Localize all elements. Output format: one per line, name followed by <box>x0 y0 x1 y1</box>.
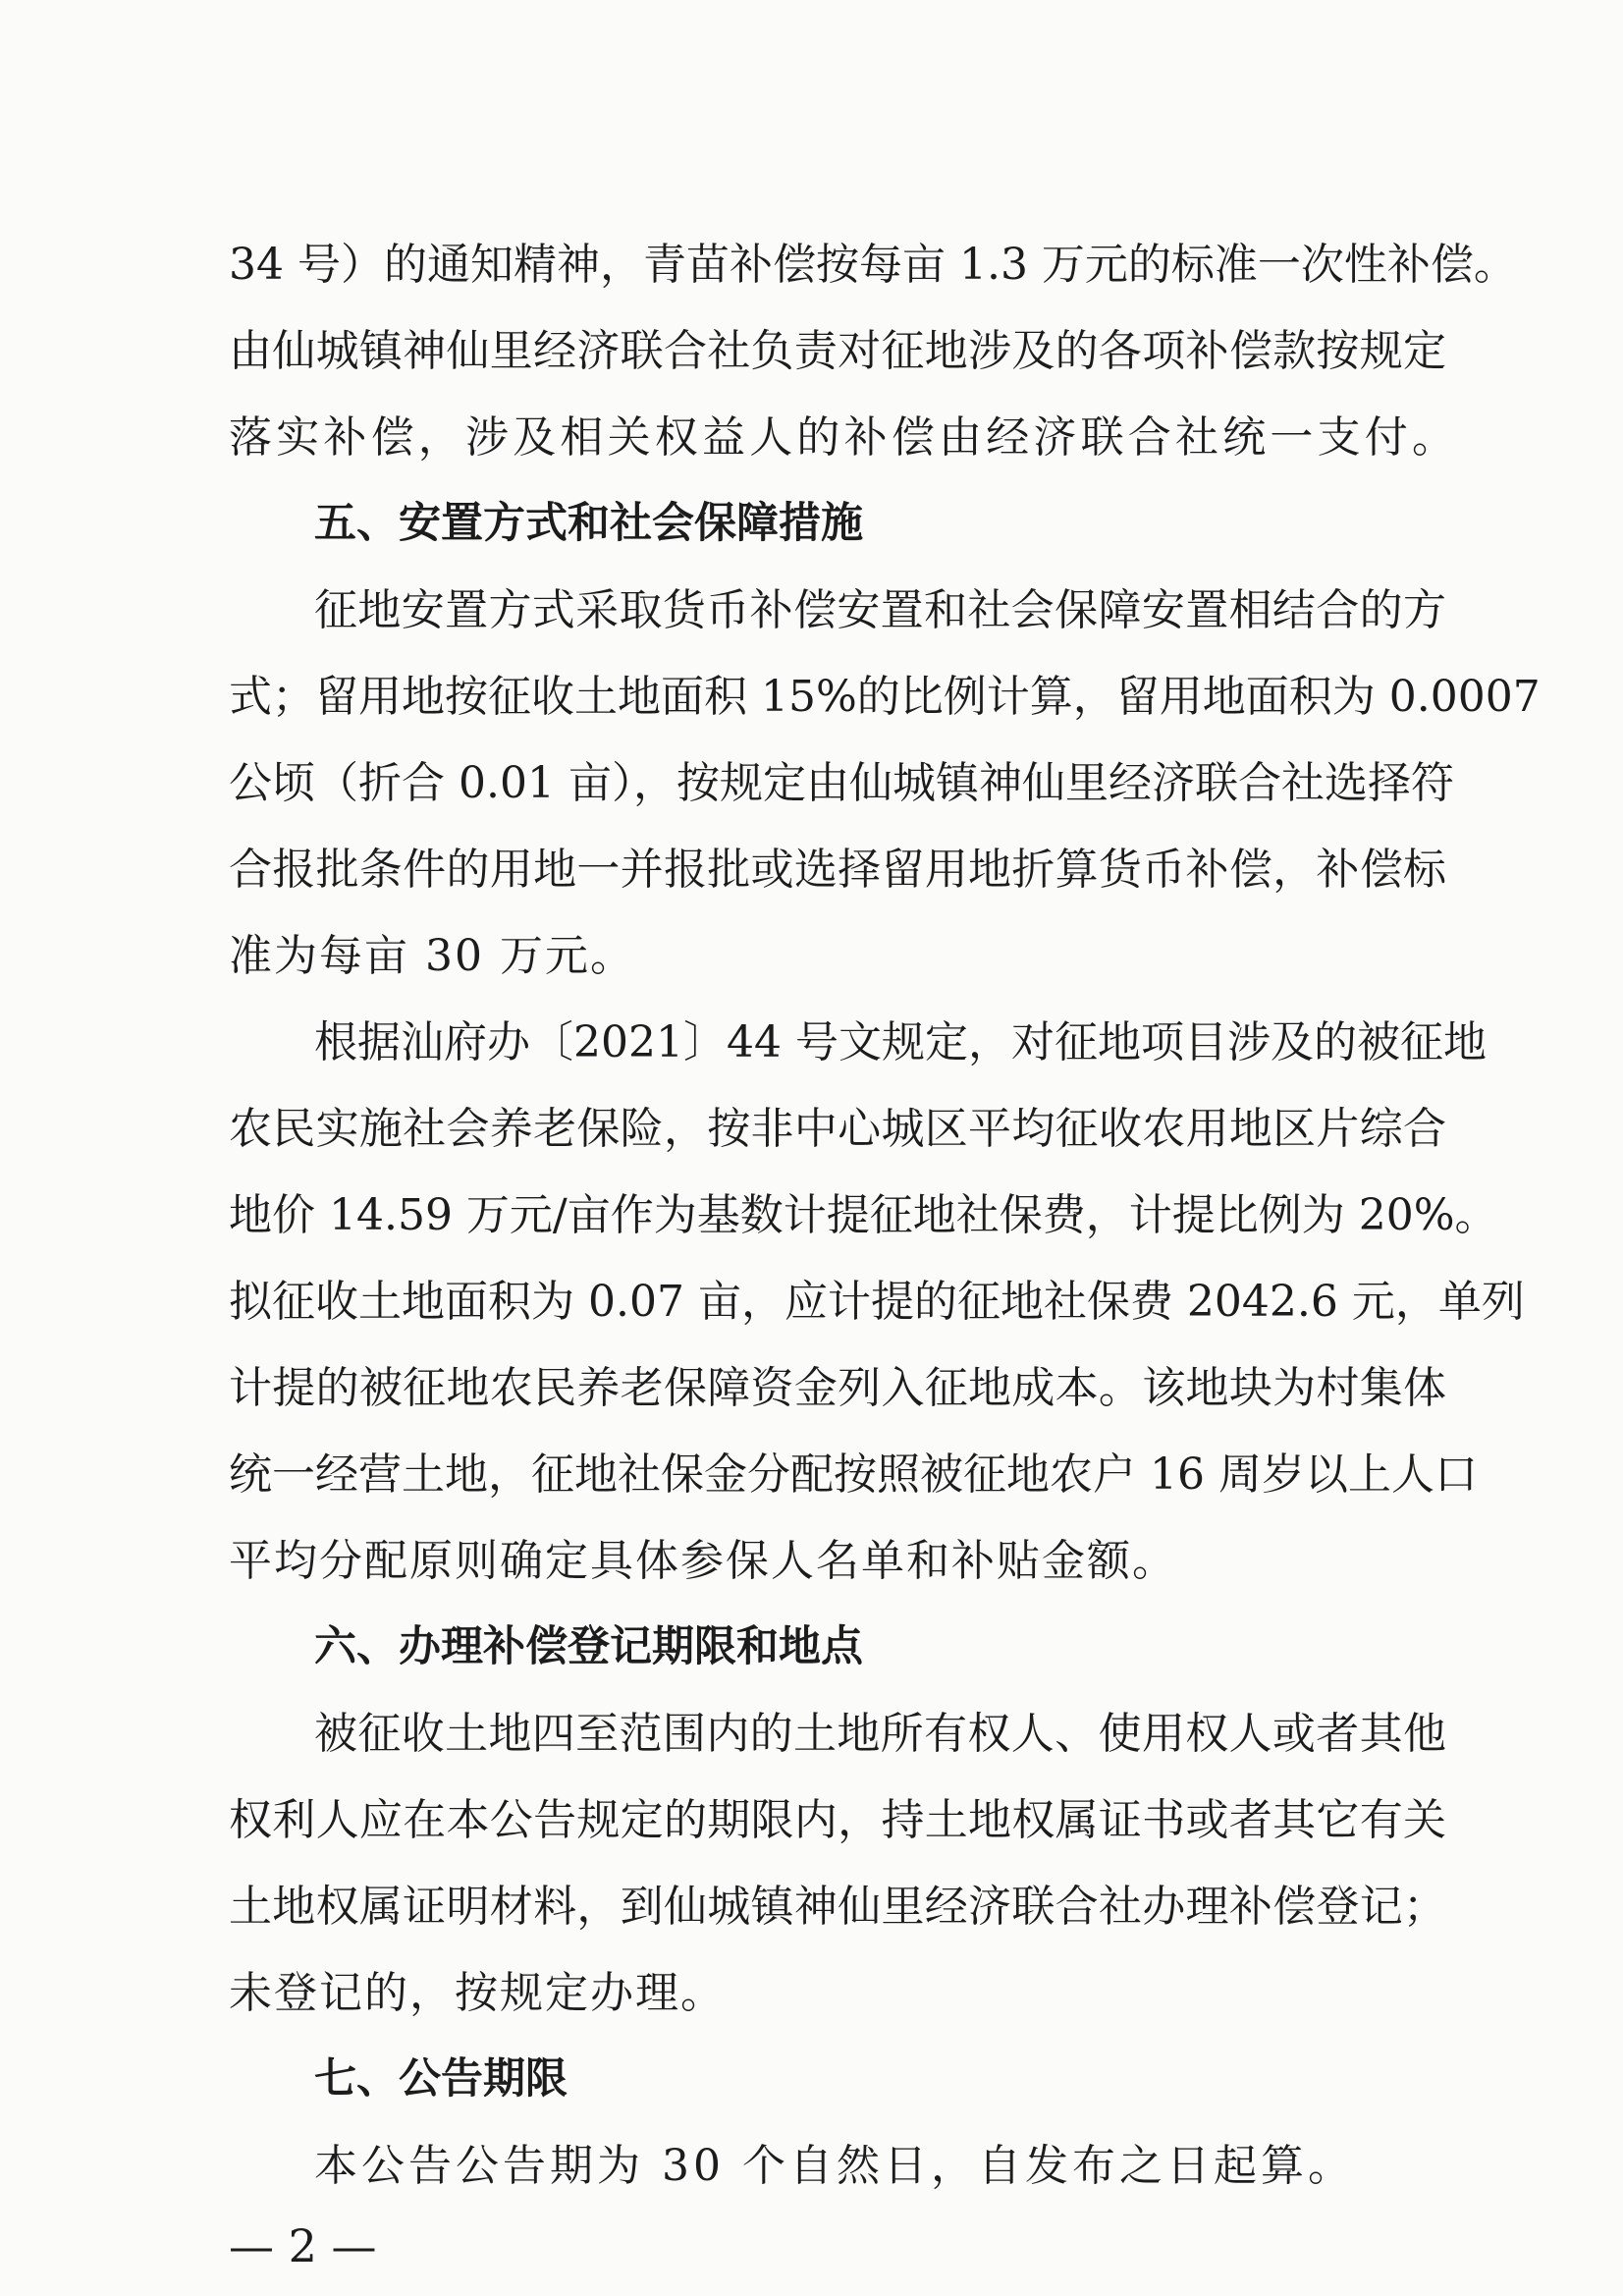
section-heading: 六、办理补偿登记期限和地点 <box>314 1622 863 1671</box>
paragraph-line: 被征收土地四至范围内的土地所有权人、使用权人或者其他 <box>314 1709 1446 1759</box>
paragraph-line: 准为每亩 30 万元。 <box>229 931 635 981</box>
paragraph-line: 征地安置方式采取货币补偿安置和社会保障安置相结合的方 <box>314 585 1446 635</box>
paragraph-line: 34 号）的通知精神，青苗补偿按每亩 1.3 万元的标准一次性补偿。 <box>229 240 1517 290</box>
paragraph-line: 地价 14.59 万元/亩作为基数计提征地社保费，计提比例为 20%。 <box>229 1190 1498 1240</box>
paragraph-line: 根据汕府办〔2021〕44 号文规定，对征地项目涉及的被征地 <box>314 1017 1487 1067</box>
paragraph-line: 落实补偿，涉及相关权益人的补偿由经济联合社统一支付。 <box>229 412 1460 463</box>
paragraph-line: 统一经营土地，征地社保金分配按照被征地农户 16 周岁以上人口 <box>229 1449 1478 1500</box>
paragraph-line: 公顷（折合 0.01 亩），按规定由仙城镇神仙里经济联合社选择符 <box>229 758 1454 808</box>
paragraph-line: 计提的被征地农民养老保障资金列入征地成本。该地块为村集体 <box>229 1363 1446 1413</box>
paragraph-line: 式；留用地按征收土地面积 15%的比例计算，留用地面积为 0.0007 <box>229 672 1541 722</box>
paragraph-line: 合报批条件的用地一并报批或选择留用地折算货币补偿，补偿标 <box>229 845 1446 895</box>
paragraph-line: 由仙城镇神仙里经济联合社负责对征地涉及的各项补偿款按规定 <box>229 326 1446 376</box>
section-heading: 五、安置方式和社会保障措施 <box>314 499 863 548</box>
paragraph-line: 拟征收土地面积为 0.07 亩，应计提的征地社保费 2042.6 元，单列 <box>229 1277 1525 1327</box>
paragraph-line: 未登记的，按规定办理。 <box>229 1968 726 2018</box>
paragraph-line: 土地权属证明材料，到仙城镇神仙里经济联合社办理补偿登记； <box>229 1882 1446 1932</box>
section-heading: 七、公告期限 <box>314 2054 568 2104</box>
paragraph-line: 本公告公告期为 30 个自然日，自发布之日起算。 <box>314 2141 1355 2191</box>
paragraph-line: 农民实施社会养老保险，按非中心城区平均征收农用地区片综合 <box>229 1104 1446 1154</box>
page-number: — 2 — <box>229 2219 377 2272</box>
paragraph-line: 权利人应在本公告规定的期限内，持土地权属证书或者其它有关 <box>229 1795 1446 1845</box>
paragraph-line: 平均分配原则确定具体参保人名单和补贴金额。 <box>229 1536 1177 1586</box>
